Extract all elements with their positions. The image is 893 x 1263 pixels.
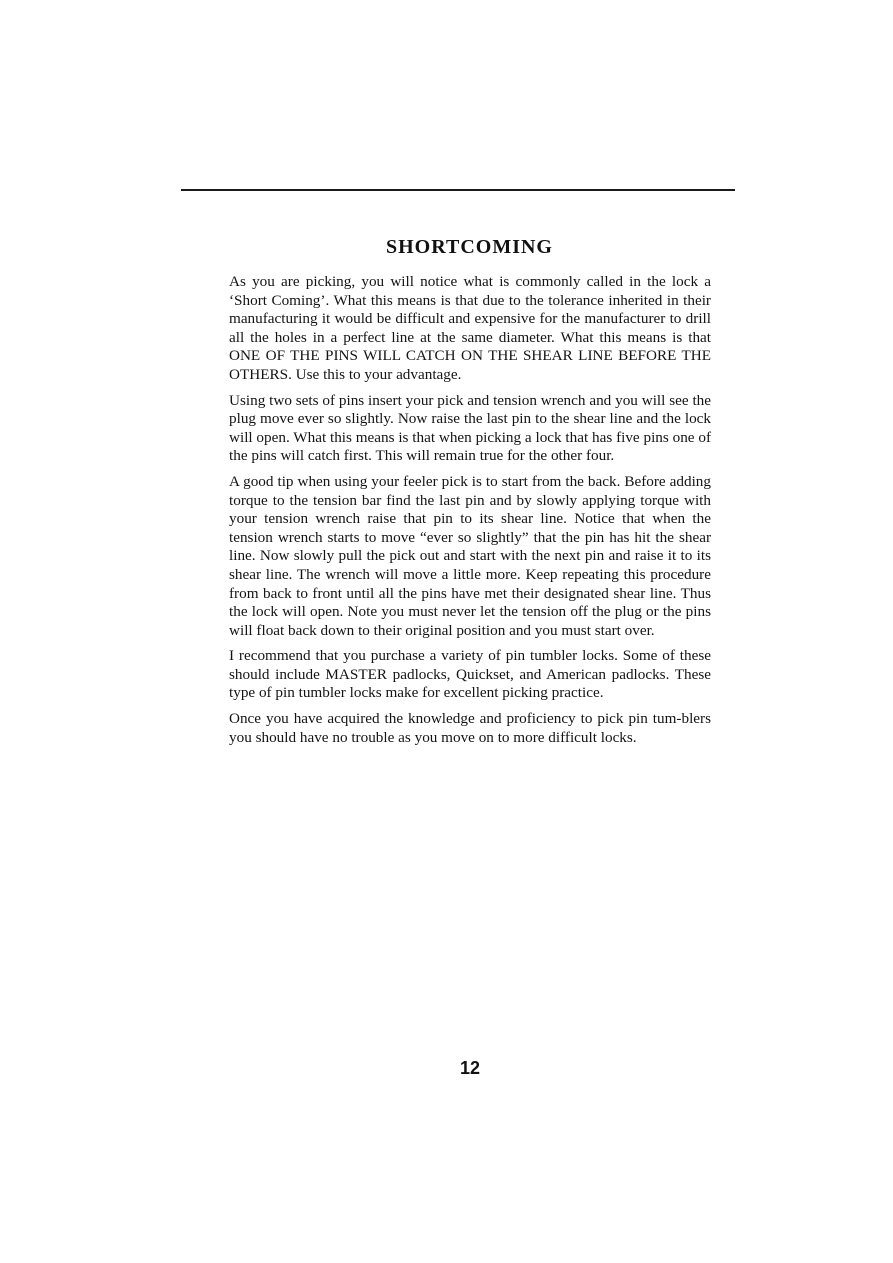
paragraph: I recommend that you purchase a variety of pin tumbler locks. Some of these should include MASTER padlocks, Quickset, and American padlocks. These type of pin tumbler locks make for excellent picking practice. bbox=[229, 647, 711, 702]
paragraph: Once you have acquired the knowledge and proficiency to pick pin tum-blers you should have no trouble as you move on to more difficult locks. bbox=[229, 710, 711, 746]
section-heading: SHORTCOMING bbox=[386, 236, 553, 258]
top-rule bbox=[181, 189, 735, 191]
paragraph: Using two sets of pins insert your pick and tension wrench and you will see the plug move ever so slightly. Now raise the last pin to the shear line and the lock will open. What this means is that when picking a lock that has five pins one of the pins will catch first. This will remain true for the other four. bbox=[229, 391, 711, 465]
paragraph: A good tip when using your feeler pick is to start from the back. Before adding torque to the tension bar find the last pin and by slowly applying torque with your tension wrench raise that pin to its shear line. Notice that when the tension wrench starts to move “ever so slightly” that the pin has hit the shear line. Now slowly pull the pick out and start with the next pin and raise it to its shear line. The wrench will move a little more. Keep repeating this procedure from back to front until all the pins have met their designated shear line. Thus the lock will open. Note you must never let the tension off the plug or the pins will float back down to their original position and you must start over. bbox=[229, 472, 711, 639]
page-number: 12 bbox=[459, 1058, 481, 1078]
paragraph: As you are picking, you will notice what is commonly called in the lock a ‘Short Coming’. What this means is that due to the tolerance inherited in their manufacturing it would be difficult and expensive for the manufacturer to drill all the holes in a perfect line at the same diameter. What this means is that ONE OF THE PINS WILL CATCH ON THE SHEAR LINE BEFORE THE OTHERS. Use this to your advantage. bbox=[229, 273, 711, 383]
body-text bbox=[229, 273, 711, 754]
